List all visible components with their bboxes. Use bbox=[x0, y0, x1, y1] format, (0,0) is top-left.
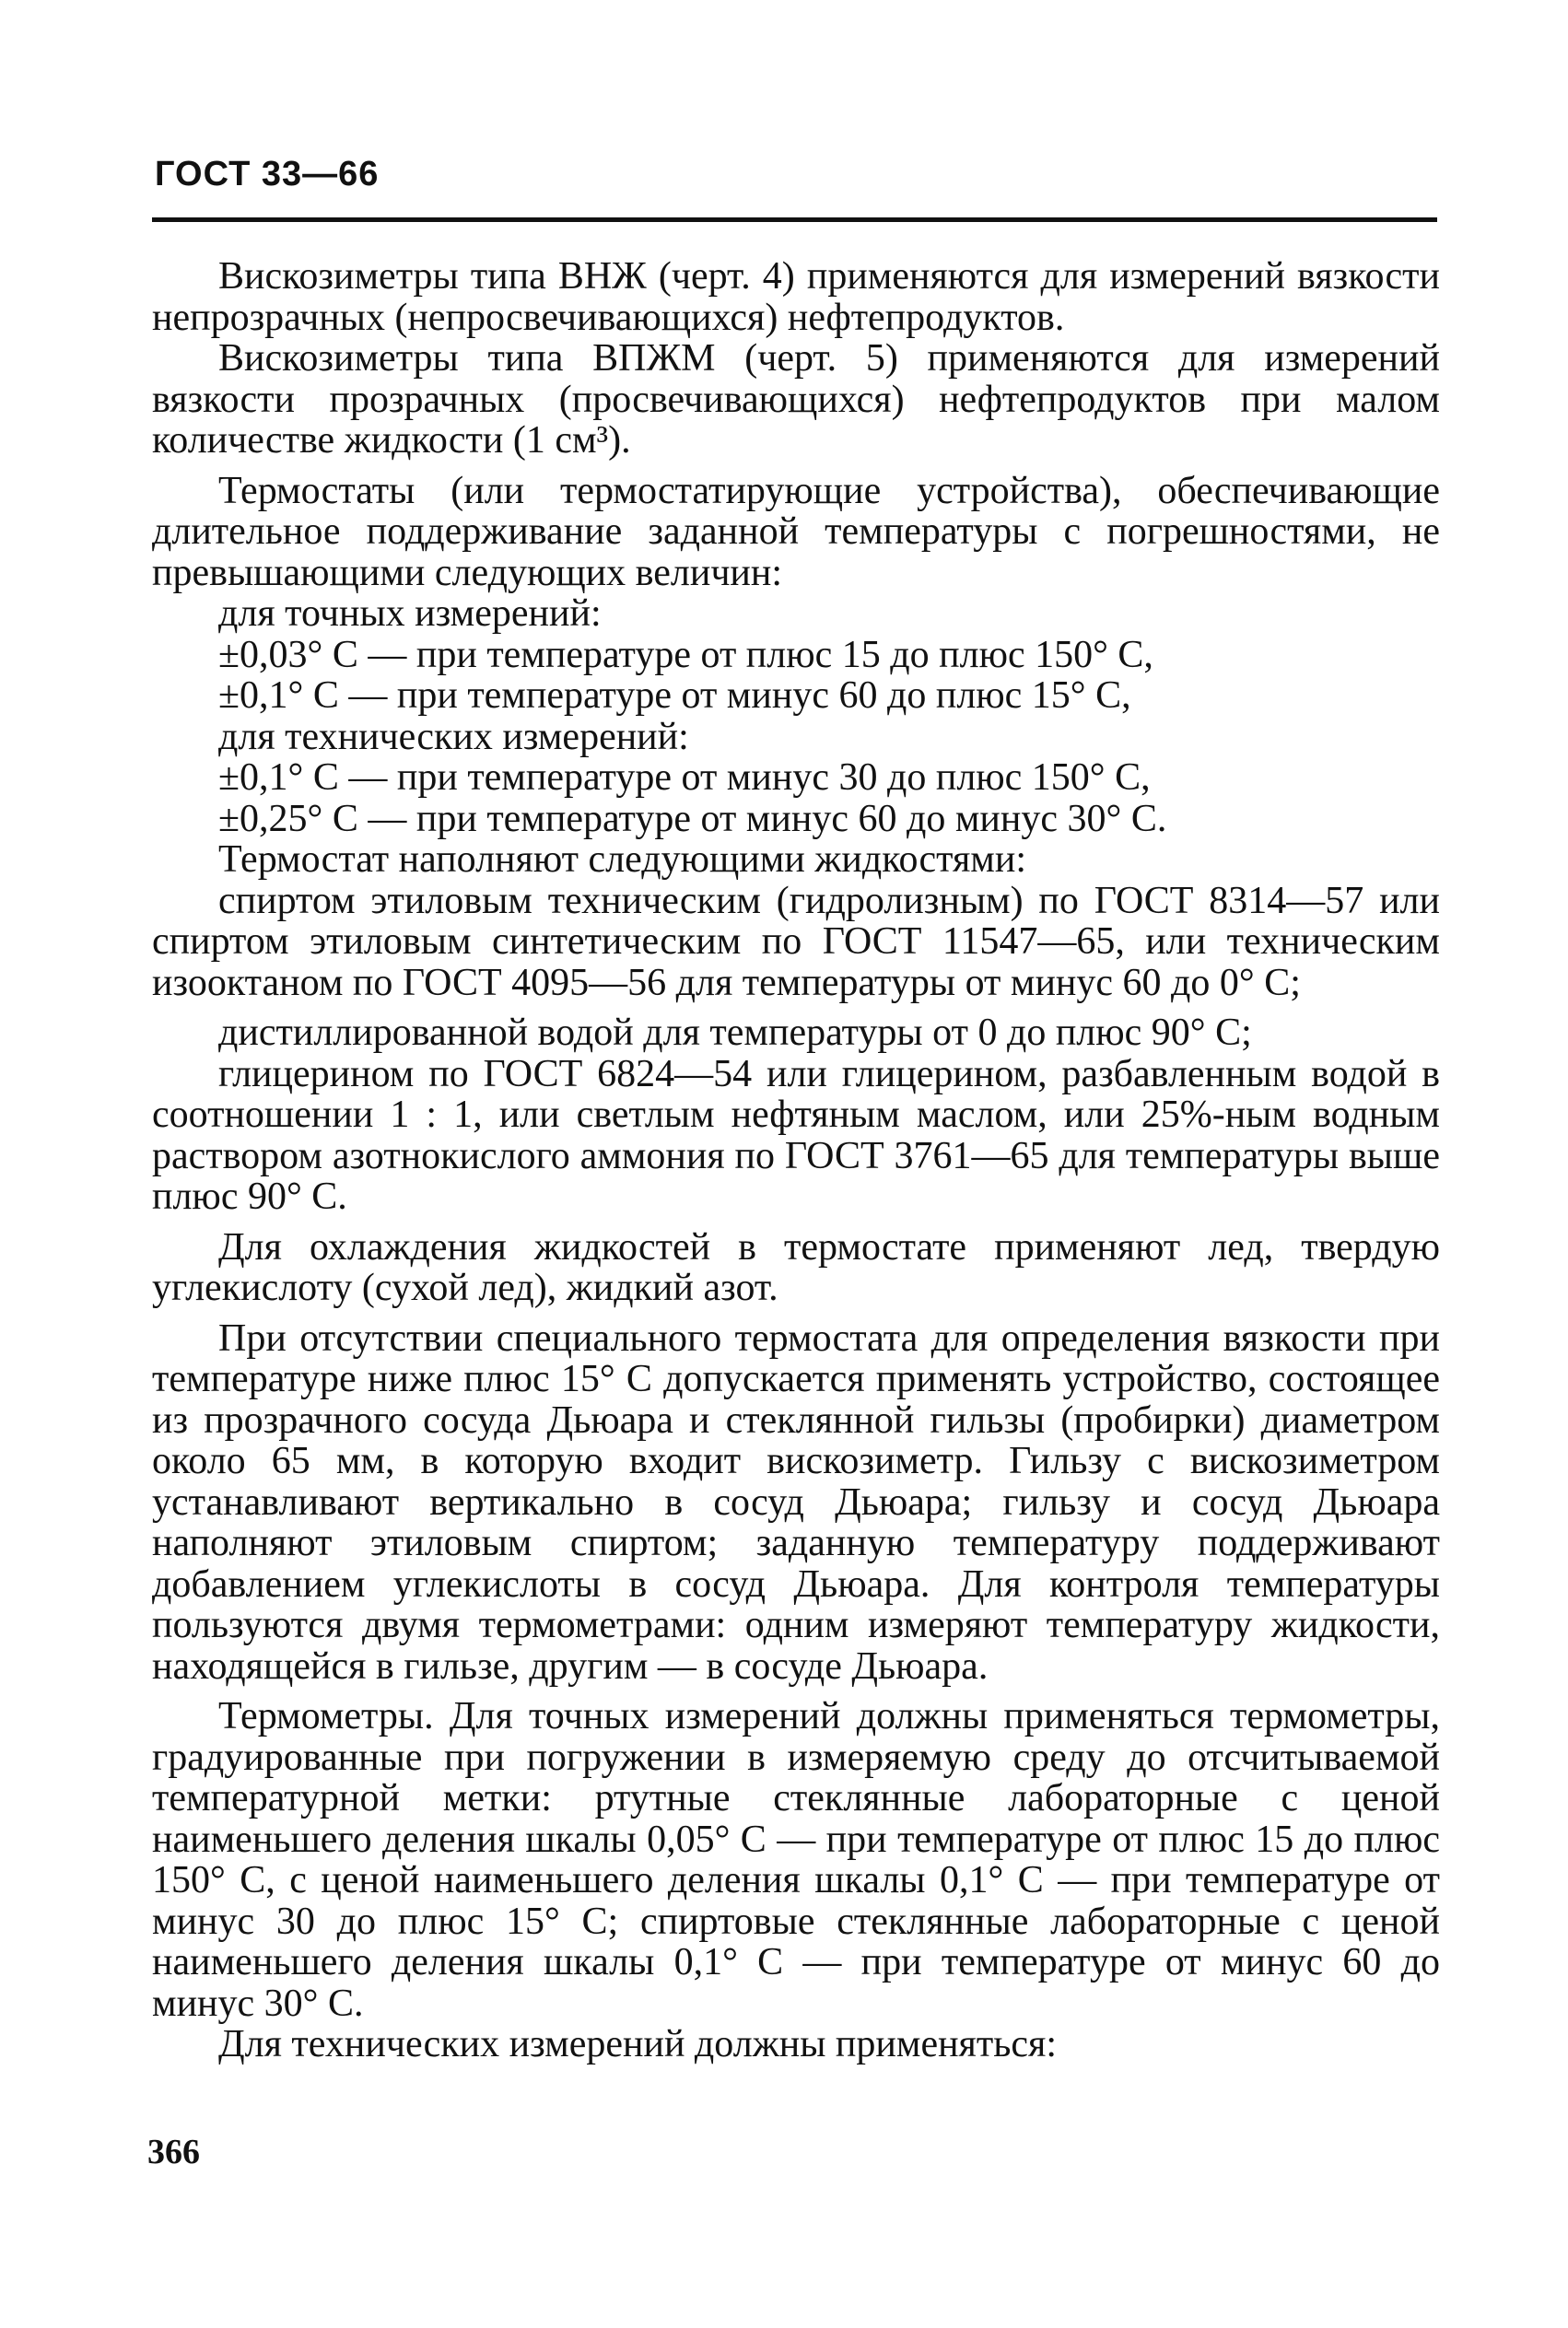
paragraph-technical-measurements: Для технических измерений должны применяться: bbox=[218, 2023, 1058, 2065]
fluid-item-alcohol: спиртом этиловым техническим (гидролизным) по ГОСТ 8314—57 или спиртом этиловым синтетическим по ГОСТ 11547—65, или техническим изооктаном по ГОСТ 4095—56 для температуры от минус 60 до 0° С; bbox=[152, 879, 1440, 1004]
paragraph-vpzhm: Вискозиметры типа ВПЖМ (черт. 5) применяются для измерений вязкости прозрачных (просвечивающихся) нефтепродуктов при малом количестве жидкости (1 см³). bbox=[152, 337, 1440, 462]
technical-tolerance-1: ±0,1° С — при температуре от минус 30 до плюс 150° С, bbox=[218, 756, 1151, 799]
paragraph-vnzh: Вискозиметры типа ВНЖ (черт. 4) применяются для измерений вязкости непрозрачных (непросвечивающихся) нефтепродуктов. bbox=[152, 255, 1440, 339]
page-number: 366 bbox=[147, 2133, 200, 2171]
fluid-item-glycerin: глицерином по ГОСТ 6824—54 или глицерином, разбавленным водой в соотношении 1 : 1, или светлым нефтяным маслом, или 25%-ным водным раствором азотнокислого аммония по ГОСТ 3761—65 для температуры выше плюс 90° С. bbox=[152, 1052, 1440, 1218]
technical-heading: для технических измерений: bbox=[218, 715, 689, 758]
paragraph-thermometers: Термометры. Для точных измерений должны применяться термометры, градуированные при погружении в измеряемую среду до отсчитываемой температурной метки: ртутные стеклянные лабораторные с ценой наименьшего деления шкалы 0,05° С — при температуре от плюс 15 до плюс 150° С, с ценой наименьшего деления шкалы 0,1° С — при температуре от минус 30 до плюс 15° С; спиртовые стеклянные лабораторные с ценой наименьшего деления шкалы 0,1° С — при температуре от минус 60 до минус 30° С. bbox=[152, 1695, 1440, 2025]
precise-tolerance-1: ±0,03° С — при температуре от плюс 15 до плюс 150° С, bbox=[218, 633, 1153, 676]
precise-heading: для точных измерений: bbox=[218, 592, 602, 635]
body-text bbox=[152, 256, 1440, 2065]
header-rule bbox=[152, 217, 1437, 222]
precise-tolerance-2: ±0,1° С — при температуре от минус 60 до плюс 15° С, bbox=[218, 674, 1131, 717]
document-header: ГОСТ 33—66 bbox=[155, 155, 380, 193]
paragraph-dewar: При отсутствии специального термостата для определения вязкости при температуре ниже плюс 15° С допускается применять устройство, состоящее из прозрачного сосуда Дьюара и стеклянной гильзы (пробирки) диаметром около 65 мм, в которую входит вискозиметр. Гильзу с вискозиметром устанавливают вертикально в сосуд Дьюара; гильзу и сосуд Дьюара наполняют этиловым спиртом; заданную температуру поддерживают добавлением углекислоты в сосуд Дьюара. Для контроля температуры пользуются двумя термометрами: одним измеряют температуру жидкости, находящейся в гильзе, другим — в сосуде Дьюара. bbox=[152, 1316, 1440, 1688]
fluids-intro: Термостат наполняют следующими жидкостями: bbox=[218, 838, 1026, 881]
paragraph-cooling: Для охлаждения жидкостей в термостате применяют лед, твердую углекислоту (сухой лед), жидкий азот. bbox=[152, 1225, 1440, 1309]
technical-tolerance-2: ±0,25° С — при температуре от минус 60 до минус 30° С. bbox=[218, 797, 1167, 840]
paragraph-thermostats: Термостаты (или термостатирующие устройства), обеспечивающие длительное поддерживание заданной температуры с погрешностями, не превышающими следующих величин: bbox=[152, 469, 1440, 594]
fluid-item-water: дистиллированной водой для температуры от 0 до плюс 90° С; bbox=[218, 1012, 1252, 1054]
